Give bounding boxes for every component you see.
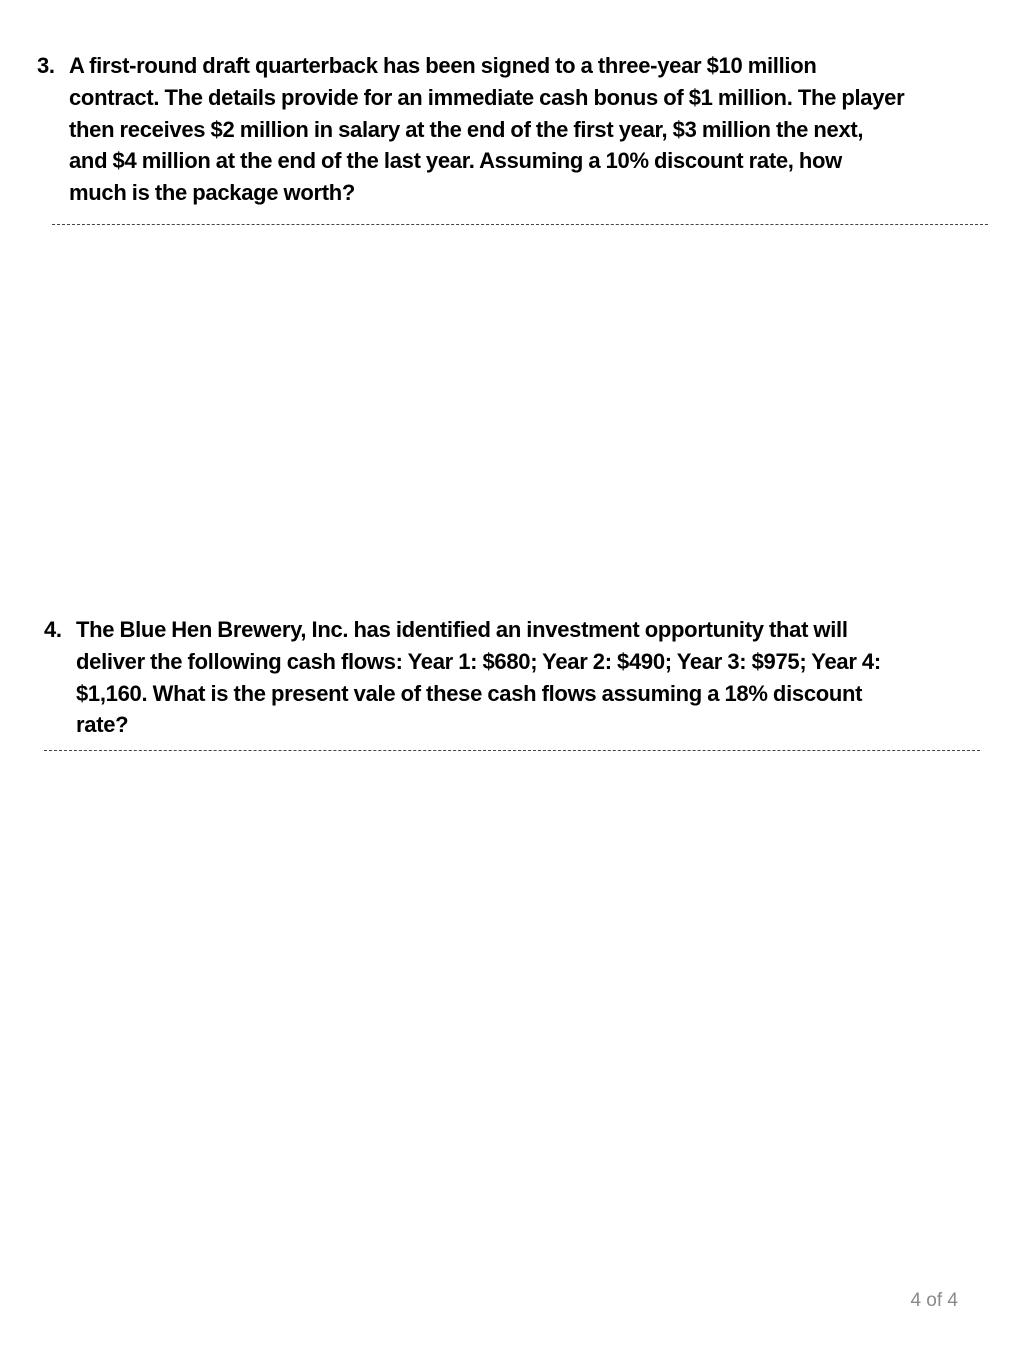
answer-divider <box>52 224 988 225</box>
question-text: The Blue Hen Brewery, Inc. has identified an investment opportunity that will deliver the following cash flows: Year 1: $680; Year 2: $490; Year 3: $975; Year 4: $1,160. What is the present vale of these cash flows assuming a 18% discount rate? <box>76 617 881 738</box>
question-text: A first-round draft quarterback has been signed to a three-year $10 million contract. The details provide for an immediate cash bonus of $1 million. The player then receives $2 million in salary at the end of the first year, $3 million the next, and $4 million at the end of the last year. Assuming a 10% discount rate, how much is the package worth? <box>69 53 905 206</box>
question-3 <box>37 50 1009 209</box>
question-number: 3. <box>37 53 55 78</box>
page-number: 4 of 4 <box>910 1290 958 1311</box>
question-number: 4. <box>44 617 62 642</box>
question-4 <box>44 614 976 741</box>
answer-divider <box>44 750 980 751</box>
